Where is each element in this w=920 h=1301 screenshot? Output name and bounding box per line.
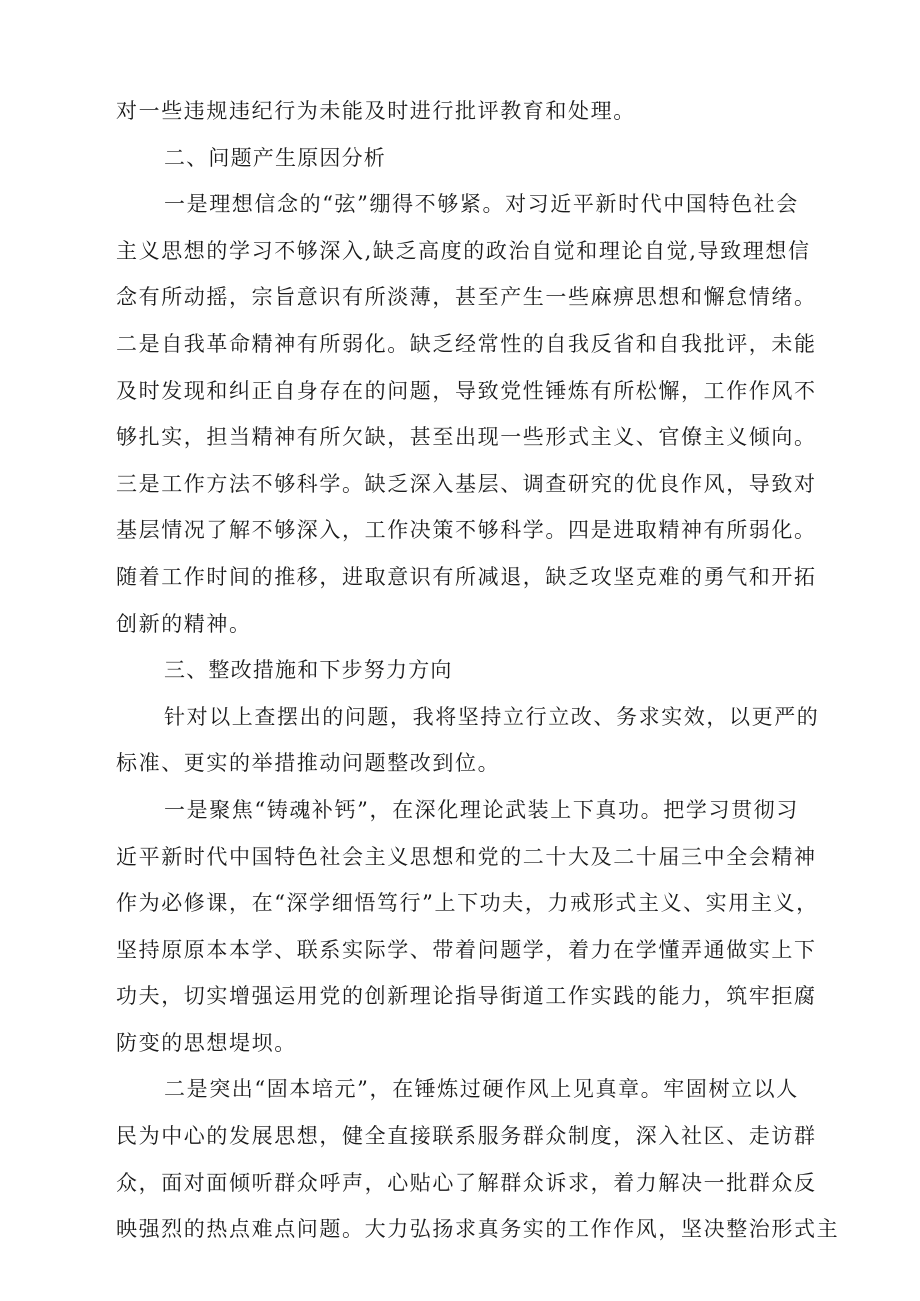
paragraph-line: 及时发现和纠正自身存在的问题，导致党性锤炼有所松懈，工作作风不 [116, 378, 817, 403]
paragraph-line: 近平新时代中国特色社会主义思想和党的二十大及二十届三中全会精神 [116, 844, 817, 869]
paragraph-line: 念有所动摇，宗旨意识有所淡薄，甚至产生一些麻痹思想和懈怠情绪。 [116, 285, 817, 310]
paragraph-line: 二是突出“固本培元”，在锤炼过硬作风上见真章。牢固树立以人 [164, 1077, 799, 1102]
paragraph-line: 三是工作方法不够科学。缺乏深入基层、调查研究的优良作风，导致对 [116, 471, 817, 496]
paragraph-line: 主义思想的学习不够深入,缺乏高度的政治自觉和理论自觉,导致理想信 [116, 238, 811, 263]
paragraph-line: 作为必修课，在“深学细悟笃行”上下功夫，力戒形式主义、实用主义， [116, 891, 819, 916]
paragraph-line: 民为中心的发展思想，健全直接联系服务群众制度，深入社区、走访群 [116, 1124, 817, 1149]
paragraph-line: 标准、更实的举措推动问题整改到位。 [116, 751, 501, 776]
paragraph-line: 二是自我革命精神有所弱化。缺乏经常性的自我反省和自我批评，未能 [116, 331, 817, 356]
section-heading-measures: 三、整改措施和下步努力方向 [164, 658, 453, 683]
paragraph-line: 映强烈的热点难点问题。大力弘扬求真务实的工作作风，坚决整治形式主 [116, 1217, 840, 1242]
section-heading-causes: 二、问题产生原因分析 [164, 145, 386, 170]
paragraph-line: 基层情况了解不够深入，工作决策不够科学。四是进取精神有所弱化。 [116, 518, 817, 543]
paragraph-line: 创新的精神。 [116, 611, 252, 636]
paragraph-line: 一是理想信念的“弦”绷得不够紧。对习近平新时代中国特色社会 [164, 192, 799, 217]
document-body [116, 88, 842, 1253]
paragraph-line: 防变的思想堤坝。 [116, 1030, 297, 1055]
paragraph-line: 众，面对面倾听群众呼声，心贴心了解群众诉求，着力解决一批群众反 [116, 1170, 817, 1195]
paragraph-line: 针对以上查摆出的问题，我将坚持立行立改、务求实效，以更严的 [164, 704, 820, 729]
paragraph-line: 够扎实，担当精神有所欠缺，甚至出现一些形式主义、官僚主义倾向。 [116, 425, 817, 450]
paragraph-line: 一是聚焦“铸魂补钙”，在深化理论武装上下真功。把学习贯彻习 [164, 797, 799, 822]
paragraph-line: 对一些违规违纪行为未能及时进行批评教育和处理。 [116, 99, 636, 123]
paragraph-line: 随着工作时间的推移，进取意识有所减退，缺乏攻坚克难的勇气和开拓 [116, 564, 817, 589]
paragraph-line: 功夫，切实增强运用党的创新理论指导街道工作实践的能力，筑牢拒腐 [116, 984, 817, 1009]
paragraph-line: 坚持原原本本学、联系实际学、带着问题学，着力在学懂弄通做实上下 [116, 937, 817, 962]
